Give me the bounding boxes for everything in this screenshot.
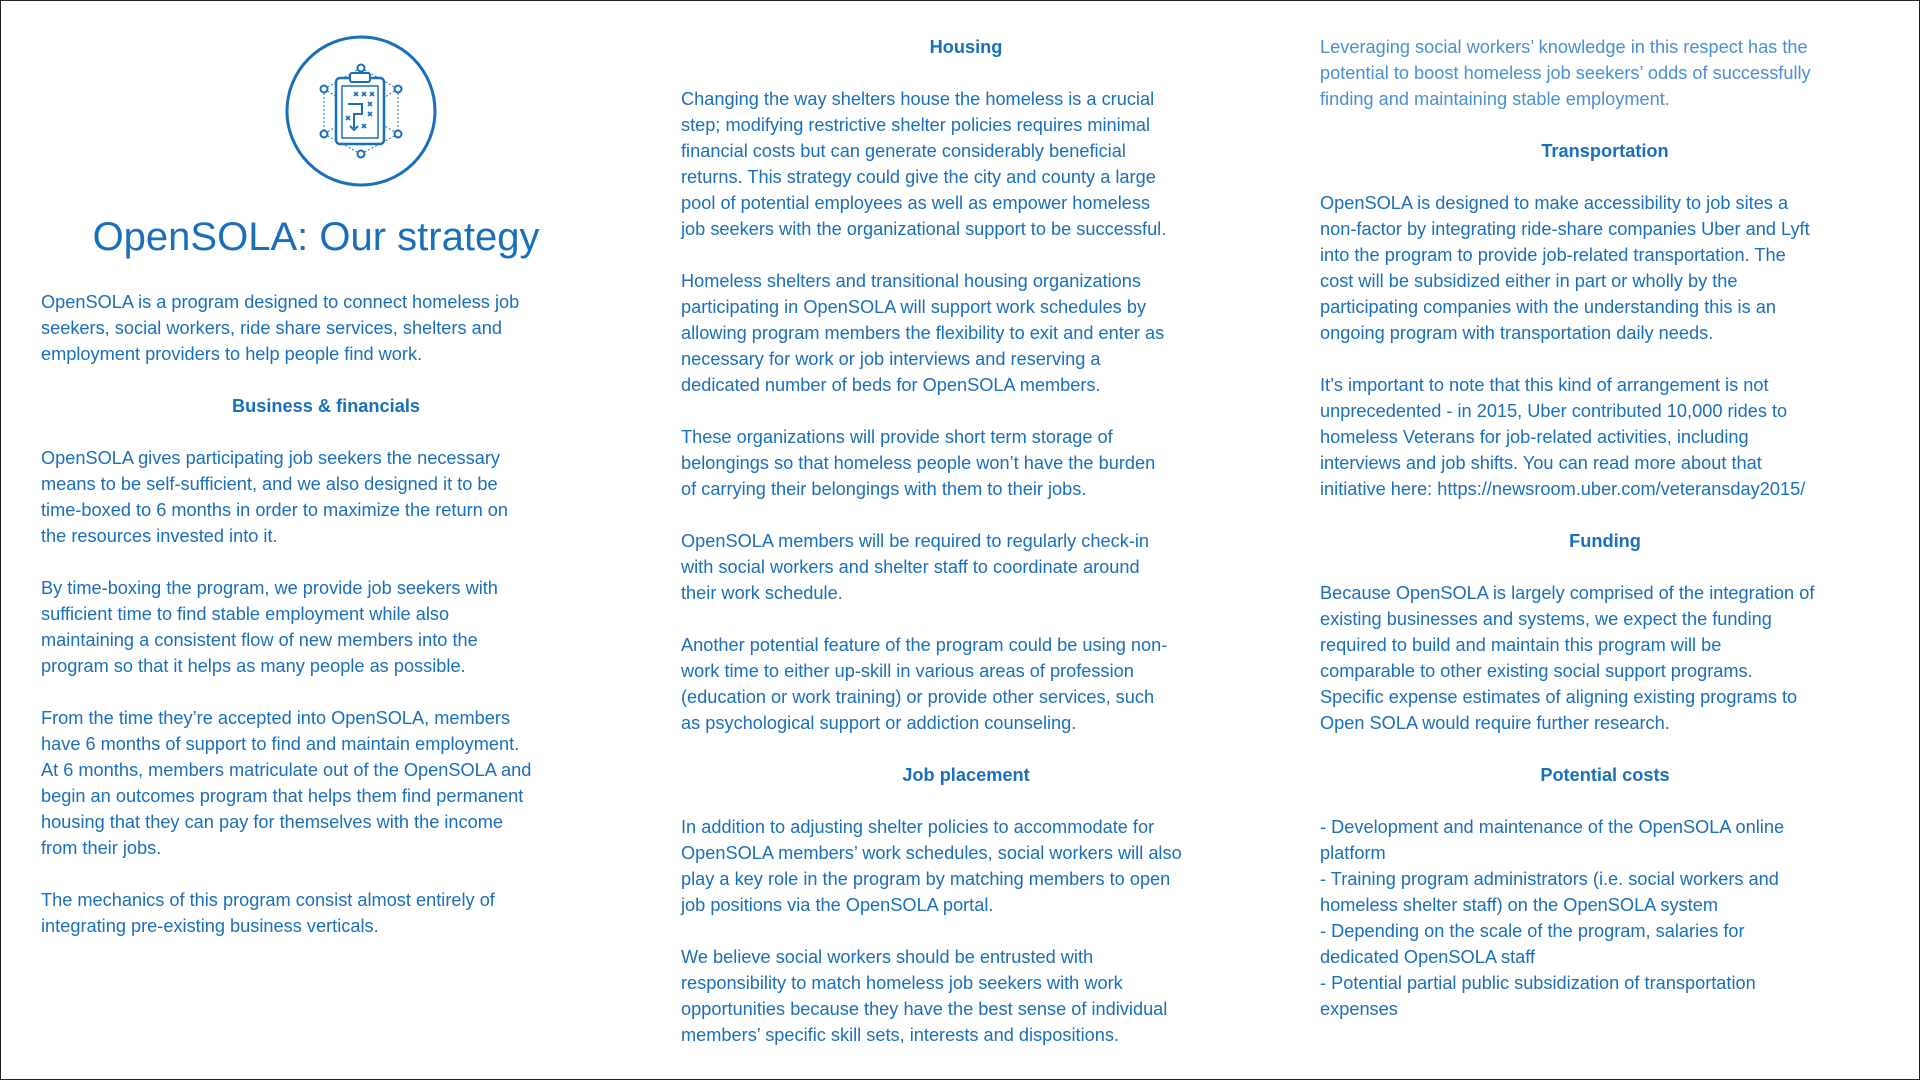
left-column-content <box>41 289 611 939</box>
paragraph: Changing the way shelters house the homeless is a crucial step; modifying restrictive shelter policies requires minimal financial costs but can generate considerably beneficial returns. This strategy could give the city and county a large pool of potential employees as well as empower homeless job seekers with the organizational support to be successful. <box>681 89 1167 239</box>
paragraph: The mechanics of this program consist almost entirely of integrating pre-existing business verticals. <box>41 890 495 936</box>
heading-potential-costs: Potential costs <box>1540 765 1670 785</box>
intro-paragraph: OpenSOLA is a program designed to connect homeless job seekers, social workers, ride share services, shelters and employment providers to help people find work. <box>41 292 520 364</box>
paragraph: OpenSOLA gives participating job seekers the necessary means to be self-sufficient, and we also designed it to be time-boxed to 6 months in order to maximize the return on the resources invested into it. <box>41 448 509 546</box>
paragraph: Leveraging social workers’ knowledge in this respect has the potential to boost homeless job seekers’ odds of successfully finding and maintaining stable employment. <box>1320 37 1811 109</box>
right-column-content <box>1320 34 1890 1022</box>
heading-job-placement: Job placement <box>902 765 1030 785</box>
heading-business-financials: Business & financials <box>231 396 420 416</box>
paragraph: It’s important to note that this kind of arrangement is not unprecedented - in 2015, Uber contributed 10,000 rides to homeless Veterans for job-related activities, including interviews and job shifts. You can read more about that initiative here: https://newsroom.uber.com/veteransday2015/ <box>1320 375 1806 499</box>
cost-list: - Development and maintenance of the OpenSOLA online platform - Training program administrators (i.e. social workers and homeless shelter staff) on the OpenSOLA system - Depending on the scale of the program, salaries for dedicated OpenSOLA staff - Potential partial public subsidization of transportation expenses <box>1320 817 1785 1019</box>
heading-transportation: Transportation <box>1541 141 1669 161</box>
paragraph: Another potential feature of the program could be using non- work time to either up-skill in various areas of profession (education or work training) or provide other services, such as psychological support or addiction counseling. <box>681 635 1168 733</box>
heading-housing: Housing <box>929 37 1003 57</box>
paragraph: We believe social workers should be entrusted with responsibility to match homeless job seekers with work opportunities because they have the best sense of individual members’ specific skill sets, interests and dispositions. <box>681 947 1168 1045</box>
middle-column-content <box>681 34 1251 1048</box>
page-title: OpenSOLA: Our strategy <box>92 215 540 259</box>
paragraph: OpenSOLA members will be required to regularly check-in with social workers and shelter staff to coordinate around their work schedule. <box>681 531 1150 603</box>
paragraph: From the time they’re accepted into OpenSOLA, members have 6 months of support to find and maintain employment. At 6 months, members matriculate out of the OpenSOLA and begin an outcomes program that helps them find permanent housing that they can pay for themselves with the income from their jobs. <box>41 708 532 858</box>
paragraph: Because OpenSOLA is largely comprised of the integration of existing businesses and systems, we expect the funding required to build and maintain this program will be comparable to other existing social support programs. Specific expense estimates of aligning existing programs to Open SOLA would require further research. <box>1320 583 1815 733</box>
paragraph: By time-boxing the program, we provide job seekers with sufficient time to find stable employment while also maintaining a consistent flow of new members into the program so that it helps as many people as possible. <box>41 578 498 676</box>
clipboard-strategy-icon <box>284 34 438 188</box>
paragraph: In addition to adjusting shelter policies to accommodate for OpenSOLA members’ work schedules, social workers will also play a key role in the program by matching members to open job positions via the OpenSOLA portal. <box>681 817 1182 915</box>
heading-funding: Funding <box>1569 531 1641 551</box>
paragraph: OpenSOLA is designed to make accessibility to job sites a non-factor by integrating ride-share companies Uber and Lyft into the program to provide job-related transportation. The cost will be subsidized either in part or wholly by the participating companies with the understanding this is an ongoing program with transportation daily needs. <box>1320 193 1810 343</box>
paragraph: Homeless shelters and transitional housing organizations participating in OpenSOLA will support work schedules by allowing program members the flexibility to exit and enter as necessary for work or job interviews and reserving a dedicated number of beds for OpenSOLA members. <box>681 271 1165 395</box>
paragraph: These organizations will provide short term storage of belongings so that homeless people won’t have the burden of carrying their belongings with them to their jobs. <box>681 427 1156 499</box>
